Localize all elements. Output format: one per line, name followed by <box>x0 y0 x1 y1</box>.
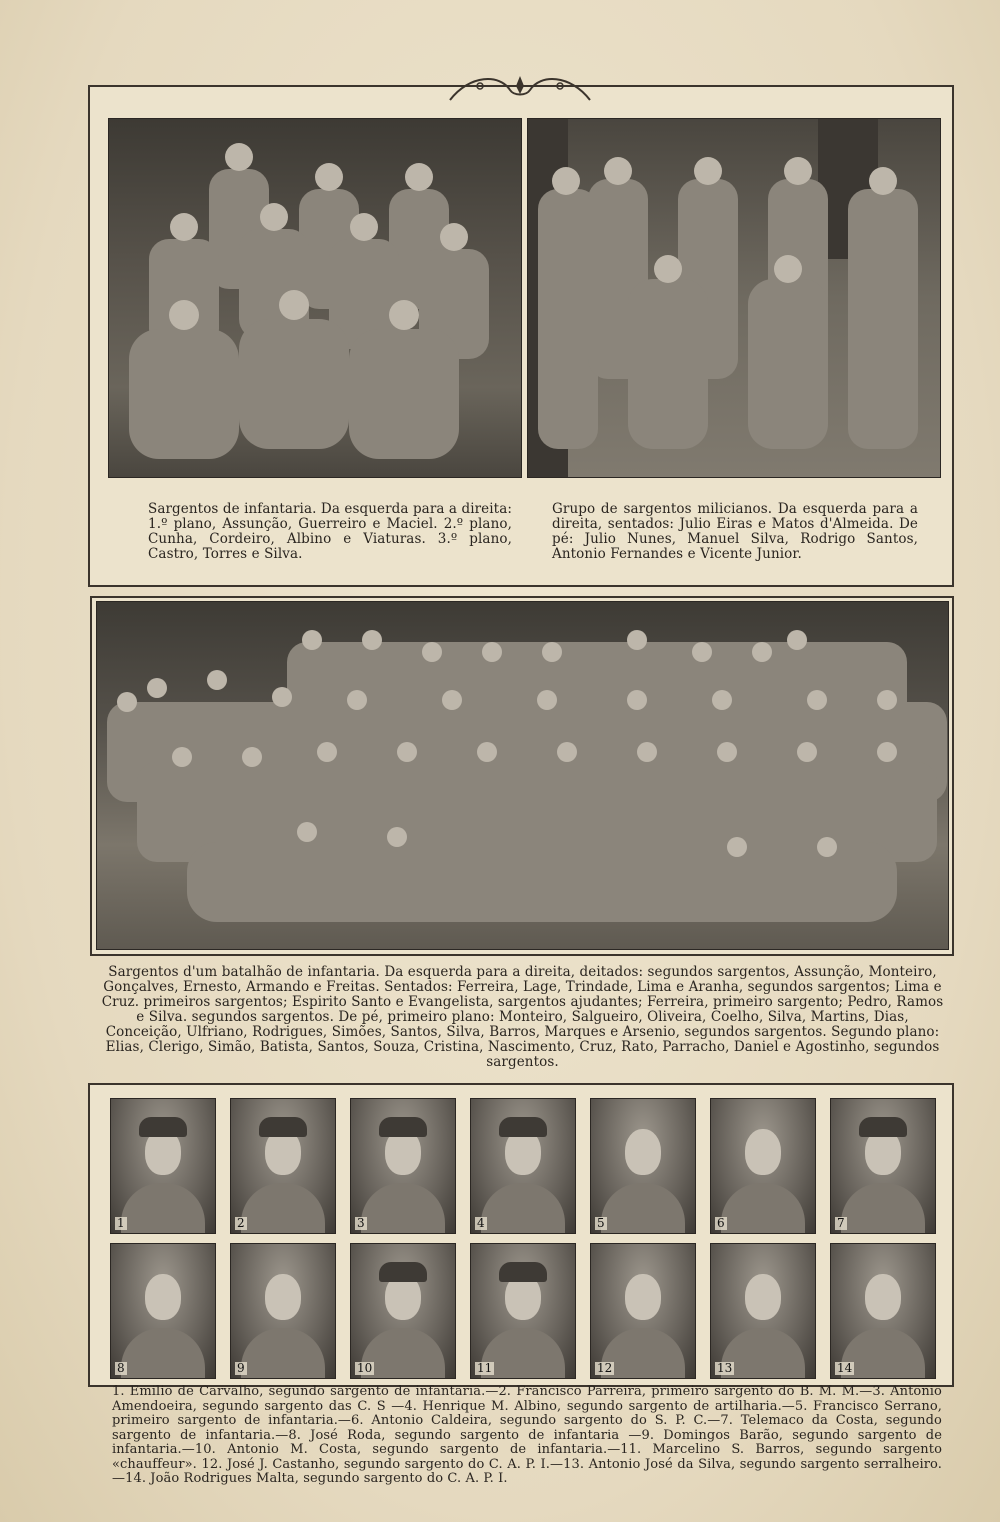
portrait-number: 5 <box>597 1216 605 1230</box>
portrait-number: 3 <box>357 1216 365 1230</box>
portrait-number: 6 <box>717 1216 725 1230</box>
portrait-11 <box>470 1243 576 1379</box>
portrait-4 <box>470 1098 576 1234</box>
portrait-1 <box>110 1098 216 1234</box>
top-right-photo <box>527 118 941 478</box>
group-photo-caption: Sargentos d'um batalhão de infantaria. Da esquerda para a direita, deitados: segundos sargentos, Assunção, Monteiro, Gonçalves, Ernesto, Armando e Freitas. Sentados: Ferreira, Lage, Trindade, Lima e Aranha, segundos sargentos; Lima e Cruz. primeiros sargentos; Espirito Santo e Evangelista, sargentos ajudantes; Ferreira, primeiro sargento; Pedro, Ramos e Silva. segundos sargentos. De pé, primeiro plano: Monteiro, Salgueiro, Oliveira, Coelho, Silva, Martins, Dias, Conceição, Ulfriano, Rodrigues, Simões, Santos, Silva, Barros, Marques e Arsenio, segundos sargentos. Segundo plano: Elias, Clerigo, Simão, Batista, Santos, Souza, Cristina, Nascimento, Cruz, Rato, Parracho, Daniel e Agostinho, segundos sargentos. <box>101 964 944 1070</box>
portrait-5 <box>590 1098 696 1234</box>
portrait-number: 11 <box>477 1361 493 1375</box>
portrait-number: 12 <box>597 1361 613 1375</box>
portrait-10 <box>350 1243 456 1379</box>
portrait-number: 1 <box>117 1216 125 1230</box>
portrait-number: 2 <box>237 1216 245 1230</box>
portrait-number: 9 <box>237 1361 245 1375</box>
top-ornament-icon <box>440 72 600 104</box>
top-left-photo <box>108 118 522 478</box>
portrait-2 <box>230 1098 336 1234</box>
portrait-12 <box>590 1243 696 1379</box>
portrait-9 <box>230 1243 336 1379</box>
portrait-number: 8 <box>117 1361 125 1375</box>
portrait-number: 4 <box>477 1216 485 1230</box>
portraits-caption: 1. Emilio de Carvalho, segundo sargento de infantaria.—2. Francisco Parreira, primeiro sargento do B. M. M.—3. Antonio Amendoeira, segundo sargento das C. S —4. Henrique M. Albino, segundo sargento de artilharia.—5. Francisco Serrano, primeiro sargento de infantaria.—6. Antonio Caldeira, segundo sargento do S. P. C.—7. Telemaco da Costa, segundo sargento de infantaria.—8. José Roda, segundo sargento de infantaria —9. Domingos Barão, segundo sargento de infantaria.—10. Antonio M. Costa, segundo sargento de infantaria.—11. Marcelino S. Barros, segundo sargento «chauffeur». 12. José J. Castanho, segundo sargento do C. A. P. I.—13. Antonio José da Silva, segundo sargento serralheiro.—14. João Rodrigues Malta, segundo sargento do C. A. P. I. <box>112 1384 942 1486</box>
portrait-7 <box>830 1098 936 1234</box>
portrait-14 <box>830 1243 936 1379</box>
portrait-6 <box>710 1098 816 1234</box>
top-left-caption: Sargentos de infantaria. Da esquerda para a direita: 1.º plano, Assunção, Guerreiro e Maciel. 2.º plano, Cunha, Cordeiro, Albino e Viaturas. 3.º plano, Castro, Torres e Silva. <box>148 501 513 562</box>
portrait-number: 14 <box>837 1361 853 1375</box>
portrait-8 <box>110 1243 216 1379</box>
top-right-caption: Grupo de sargentos milicianos. Da esquerda para a direita, sentados: Julio Eiras e Matos d'Almeida. De pé: Julio Nunes, Manuel Silva, Rodrigo Santos, Antonio Fernandes e Vicente Junior. <box>552 501 918 562</box>
portrait-3 <box>350 1098 456 1234</box>
battalion-group-photo <box>96 601 949 950</box>
portrait-number: 7 <box>837 1216 845 1230</box>
portrait-number: 13 <box>717 1361 733 1375</box>
portrait-number: 10 <box>357 1361 373 1375</box>
portrait-13 <box>710 1243 816 1379</box>
